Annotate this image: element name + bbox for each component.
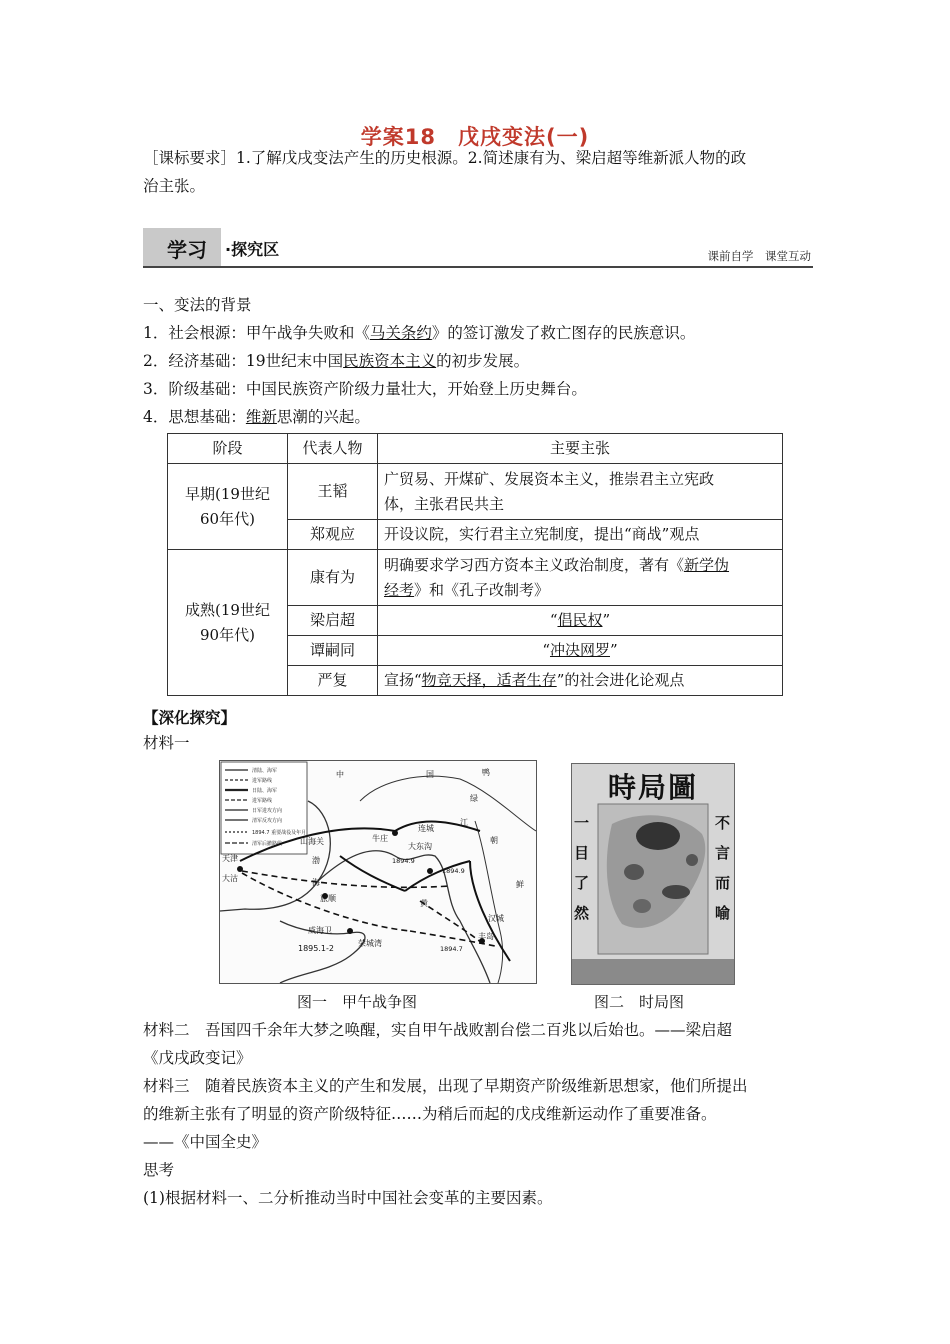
material-1-label: 材料一 <box>143 734 190 752</box>
svg-text:绿: 绿 <box>470 794 478 803</box>
view-answer: 冲决网罗 <box>549 641 610 659</box>
item-answer: 民族资本主义 <box>343 352 437 370</box>
situation-map-poster <box>571 763 735 985</box>
view-cell: “冲决网罗” <box>378 636 783 666</box>
sino-japanese-war-map <box>219 760 537 984</box>
view-answer: 新学伪 <box>684 555 730 574</box>
svg-text:汉城: 汉城 <box>488 914 504 923</box>
item-text: 的初步发展。 <box>436 352 530 370</box>
person-cell: 王韬 <box>288 464 378 520</box>
banner-tab-explore: ·探究区 <box>225 240 280 259</box>
svg-text:渤: 渤 <box>312 856 320 865</box>
stage-text: 成熟(19世纪 <box>185 600 270 619</box>
background-item-1 <box>143 320 695 347</box>
section-banner <box>143 228 813 268</box>
view-text: 体，主张君民共主 <box>384 494 505 513</box>
stage-text: 60年代) <box>200 509 255 528</box>
item-text: 4．思想基础： <box>143 408 246 426</box>
item-text: 》的签订激发了救亡图存的民族意识。 <box>431 324 696 342</box>
think-heading: 思考 <box>143 1161 175 1179</box>
svg-text:荣城湾: 荣城湾 <box>358 939 382 948</box>
svg-text:大东沟: 大东沟 <box>408 842 432 851</box>
svg-text:大沽: 大沽 <box>222 874 238 883</box>
svg-text:朝: 朝 <box>490 836 498 845</box>
svg-text:黄: 黄 <box>420 899 428 908</box>
person-cell: 康有为 <box>288 550 378 606</box>
route-dashed <box>242 871 495 946</box>
svg-text:海: 海 <box>312 878 320 887</box>
view-text: 宣扬“ <box>384 671 422 689</box>
view-cell <box>378 550 783 606</box>
svg-text:进军路线: 进军路线 <box>252 798 273 804</box>
item-text: 思潮的兴起。 <box>276 408 370 426</box>
poster-left-caption: 一目了然 <box>574 814 590 922</box>
table-header: 代表人物 <box>288 434 378 464</box>
background-item-4 <box>143 404 370 431</box>
table-header-row <box>168 434 783 464</box>
banner-subtitle: 课前自学 课堂互动 <box>707 249 811 263</box>
question-1: (1)根据材料一、二分析推动当时中国社会变革的主要因素。 <box>143 1189 553 1207</box>
svg-text:1894.9: 1894.9 <box>442 867 465 875</box>
svg-text:1894.7: 1894.7 <box>440 945 463 953</box>
figure-1-caption: 图一 甲午战争图 <box>297 993 418 1011</box>
item-text: 2．经济基础：19世纪末中国 <box>143 352 344 370</box>
stage-text: 90年代) <box>200 625 255 644</box>
view-text: 》和《孔子改制考》 <box>414 580 550 599</box>
material-3-line-1: 材料三 随着民族资本主义的产生和发展，出现了早期资产阶级维新思想家，他们所提出 <box>143 1077 748 1095</box>
person-cell: 严复 <box>288 666 378 696</box>
svg-text:鸭: 鸭 <box>482 768 490 777</box>
figure-2-caption: 图二 时局图 <box>594 993 685 1011</box>
reform-thinkers-table <box>167 433 783 696</box>
person-cell: 梁启超 <box>288 606 378 636</box>
course-requirement <box>143 145 823 172</box>
sun-icon <box>686 854 698 866</box>
table-row <box>168 550 783 606</box>
view-cell <box>378 666 783 696</box>
person-cell: 谭嗣同 <box>288 636 378 666</box>
svg-text:清陆、海军: 清陆、海军 <box>252 768 278 774</box>
view-text: ”的社会进化论观点 <box>556 671 685 689</box>
eagle-icon <box>662 885 690 899</box>
svg-text:1895.1-2: 1895.1-2 <box>298 944 334 953</box>
material-2-source: 《戊戌政变记》 <box>143 1049 252 1067</box>
svg-text:日陆、海军: 日陆、海军 <box>252 788 278 794</box>
person-cell: 郑观应 <box>288 520 378 550</box>
item-text: 1．社会根源：甲午战争失败和《 <box>143 324 370 342</box>
section-heading: 一、变法的背景 <box>143 296 252 314</box>
frog-icon <box>633 899 651 913</box>
svg-text:江: 江 <box>460 818 468 827</box>
banner-tab-study: 学习 <box>167 238 207 262</box>
svg-text:清军反攻方向: 清军反攻方向 <box>252 818 283 824</box>
bear-icon <box>636 822 680 850</box>
svg-text:连城: 连城 <box>418 824 434 833</box>
svg-text:中: 中 <box>336 770 344 779</box>
svg-text:进军路线: 进军路线 <box>252 778 273 784</box>
poster-title: 時局圖 <box>607 771 698 804</box>
svg-text:1894.9: 1894.9 <box>392 857 415 865</box>
svg-text:鲜: 鲜 <box>516 880 524 889</box>
table-row <box>168 464 783 520</box>
svg-text:旅顺: 旅顺 <box>320 894 336 903</box>
poster-bottom-figures <box>572 959 734 984</box>
view-cell: “倡民权” <box>378 606 783 636</box>
view-answer: 物竞天择，适者生存 <box>421 671 557 689</box>
svg-text:山海关: 山海关 <box>300 837 324 846</box>
stage-early <box>168 464 288 550</box>
view-answer: 经考 <box>384 580 415 599</box>
requirement-text-cont: 治主张。 <box>143 177 206 195</box>
war-map-svg <box>220 761 536 983</box>
item-answer: 马关条约 <box>369 324 432 342</box>
svg-text:清军后撤路线: 清军后撤路线 <box>252 841 283 847</box>
deep-inquiry-heading: 【深化探究】 <box>143 708 237 727</box>
page-title: 学案18 戊戌变法(一) <box>360 125 590 149</box>
stage-text: 早期(19世纪 <box>185 484 270 503</box>
svg-text:天津: 天津 <box>222 854 238 863</box>
view-answer: 倡民权 <box>557 611 603 629</box>
table-header: 阶段 <box>168 434 288 464</box>
material-2: 材料二 吾国四千余年大梦之唤醒，实自甲午战败割台偿二百兆以后始也。——梁启超 <box>143 1021 733 1039</box>
svg-text:威海卫: 威海卫 <box>308 926 332 935</box>
background-item-3: 3．阶级基础：中国民族资产阶级力量壮大，开始登上历史舞台。 <box>143 380 587 398</box>
view-cell: 开设议院，实行君主立宪制度，提出“商战”观点 <box>378 520 783 550</box>
table-header: 主要主张 <box>378 434 783 464</box>
requirement-text: 1.了解戊戌变法产生的历史根源。2.简述康有为、梁启超等维新派人物的政 <box>236 149 747 167</box>
requirement-label: ［课标要求］ <box>143 149 237 167</box>
background-item-2 <box>143 348 529 375</box>
item-answer: 维新 <box>245 408 277 426</box>
material-3-source: ——《中国全史》 <box>143 1133 268 1151</box>
svg-text:国: 国 <box>426 770 434 779</box>
view-cell <box>378 464 783 520</box>
poster-right-caption: 不言而喻 <box>715 814 731 922</box>
svg-text:牛庄: 牛庄 <box>372 834 388 843</box>
view-text: 广贸易、开煤矿、发展资本主义，推崇君主立宪政 <box>384 469 715 488</box>
svg-text:日军进攻方向: 日军进攻方向 <box>252 808 283 814</box>
stage-mature <box>168 550 288 696</box>
view-text: 明确要求学习西方资本主义政治制度，著有《 <box>384 555 685 574</box>
material-3-line-2: 的维新主张有了明显的资产阶级特征……为稍后而起的戊戌维新运动作了重要准备。 <box>143 1105 717 1123</box>
svg-text:1894.7 重要战役及年月: 1894.7 重要战役及年月 <box>252 830 307 836</box>
svg-text:丰岛: 丰岛 <box>478 932 494 941</box>
bulldog-icon <box>624 864 644 880</box>
banner-divider <box>143 266 813 268</box>
